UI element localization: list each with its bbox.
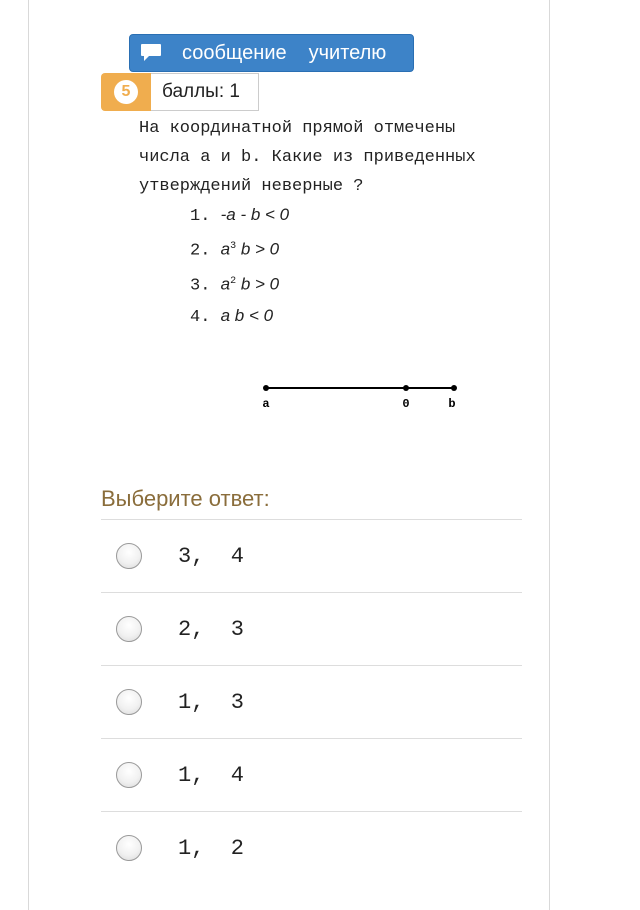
- answer-options: [101, 519, 522, 884]
- radio-button[interactable]: [116, 762, 142, 788]
- message-button-label-2: учителю: [308, 41, 387, 64]
- question-number: 5: [114, 80, 138, 104]
- question-line: утверждений неверные ?: [139, 177, 364, 196]
- statement-exponent: 3: [230, 241, 237, 252]
- answer-option[interactable]: [101, 593, 522, 666]
- question-line: числа a и b. Какие из приведенных: [139, 148, 476, 167]
- message-button-label-1: сообщение: [182, 41, 287, 64]
- statement-expr: -a - b < 0: [220, 205, 290, 224]
- answer-label[interactable]: 3, 4: [178, 543, 245, 569]
- statement-1: [190, 200, 289, 232]
- answer-prompt: Выберите ответ:: [101, 486, 270, 511]
- radio-button[interactable]: [116, 616, 142, 642]
- answer-option[interactable]: [101, 666, 522, 739]
- point-b: [451, 385, 457, 391]
- question-text: [139, 114, 476, 201]
- statement-num: 1.: [190, 207, 211, 226]
- statement-list: [190, 200, 289, 333]
- label-zero: 0: [402, 397, 410, 411]
- question-number-badge: [101, 73, 151, 111]
- statement-2: [190, 232, 289, 267]
- answer-label[interactable]: 1, 3: [178, 689, 245, 715]
- statement-3: [190, 267, 289, 302]
- answer-option[interactable]: [101, 739, 522, 812]
- statement-expr: a b < 0: [220, 306, 274, 326]
- statement-num: 4.: [190, 308, 211, 328]
- statement-rest: b > 0: [236, 274, 280, 294]
- label-a: a: [262, 397, 270, 411]
- radio-button[interactable]: [116, 689, 142, 715]
- answer-option[interactable]: [101, 812, 522, 884]
- question-score: баллы: 1: [151, 73, 259, 111]
- statement-base: a: [220, 274, 231, 294]
- question-line: На координатной прямой отмечены: [139, 119, 456, 138]
- number-line: [255, 378, 475, 418]
- answer-label[interactable]: 1, 4: [178, 762, 245, 788]
- answer-label[interactable]: 2, 3: [178, 616, 245, 642]
- statement-rest: b > 0: [236, 239, 280, 259]
- radio-button[interactable]: [116, 835, 142, 861]
- message-teacher-button[interactable]: [129, 34, 414, 72]
- answer-label[interactable]: 1, 2: [178, 835, 245, 861]
- statement-base: a: [220, 239, 231, 259]
- radio-button[interactable]: [116, 543, 142, 569]
- statement-num: 3.: [190, 276, 211, 296]
- label-b: b: [448, 397, 456, 411]
- point-a: [263, 385, 269, 391]
- statement-exponent: 2: [230, 275, 237, 287]
- statement-num: 2.: [190, 241, 211, 261]
- point-zero: [403, 385, 409, 391]
- statement-4: [190, 301, 289, 333]
- chat-bubble-icon: [140, 43, 162, 63]
- answer-option[interactable]: [101, 520, 522, 593]
